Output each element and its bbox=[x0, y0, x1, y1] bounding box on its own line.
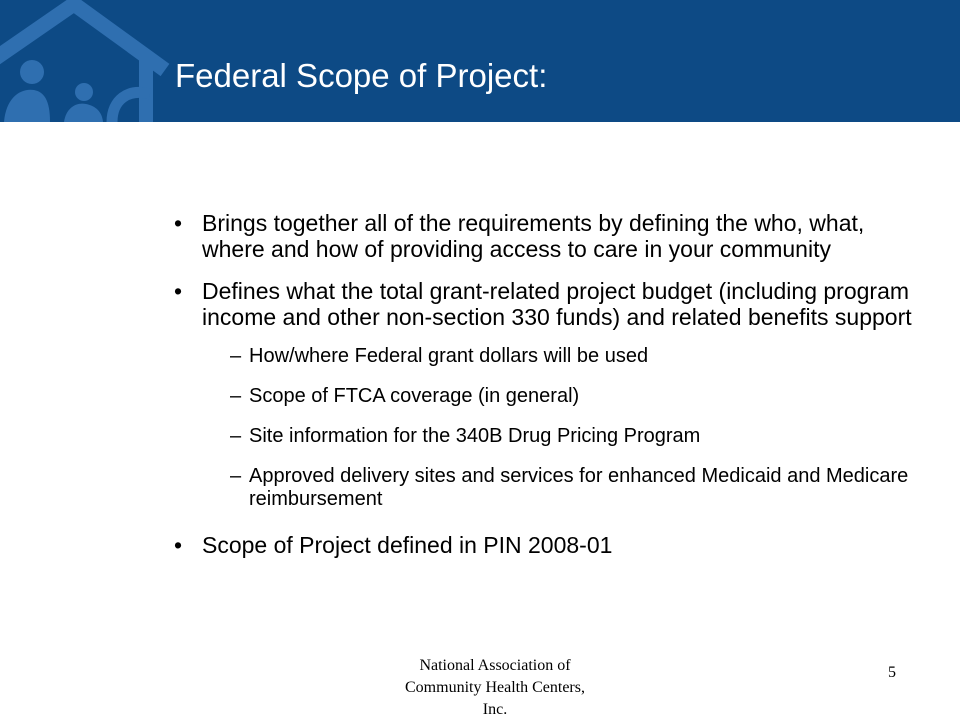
header-band bbox=[0, 0, 960, 122]
footer-organization: National Association of Community Health Centers, Inc. bbox=[405, 657, 585, 718]
sub-bullet-item bbox=[200, 425, 913, 448]
bullet-text: Scope of Project defined in PIN 2008-01 bbox=[202, 532, 613, 558]
dash-marker: – bbox=[230, 425, 242, 447]
sub-bullet-text: Site information for the 340B Drug Pricing Program bbox=[249, 425, 701, 447]
sub-bullet-item bbox=[200, 345, 913, 368]
bullet-marker: • bbox=[174, 210, 183, 236]
sub-bullet-item bbox=[200, 465, 913, 511]
dash-marker: – bbox=[230, 345, 242, 367]
bullet-text: Brings together all of the requirements by defining the who, what, where and how of providing access to care in your community bbox=[202, 210, 865, 262]
page-number: 5 bbox=[888, 664, 896, 681]
bullet-item bbox=[173, 532, 913, 558]
sub-bullet-list bbox=[202, 345, 913, 511]
sub-bullet-text: Approved delivery sites and services for enhanced Medicaid and Medicare reimbursement bbox=[249, 465, 909, 510]
sub-bullet-text: Scope of FTCA coverage (in general) bbox=[249, 385, 580, 407]
slide-title: Federal Scope of Project: bbox=[175, 57, 548, 94]
bullet-marker: • bbox=[174, 532, 183, 558]
bullet-item bbox=[173, 278, 913, 511]
bullet-list bbox=[173, 210, 913, 574]
sub-bullet-text: How/where Federal grant dollars will be used bbox=[249, 345, 649, 367]
dash-marker: – bbox=[230, 465, 242, 487]
sub-bullet-item bbox=[200, 385, 913, 408]
dash-marker: – bbox=[230, 385, 242, 407]
bullet-text: Defines what the total grant-related project budget (including program income and other non-section 330 funds) and related benefits support bbox=[202, 278, 912, 330]
bullet-item bbox=[173, 210, 913, 262]
house-people-logo-icon bbox=[0, 0, 180, 122]
bullet-marker: • bbox=[174, 278, 183, 304]
